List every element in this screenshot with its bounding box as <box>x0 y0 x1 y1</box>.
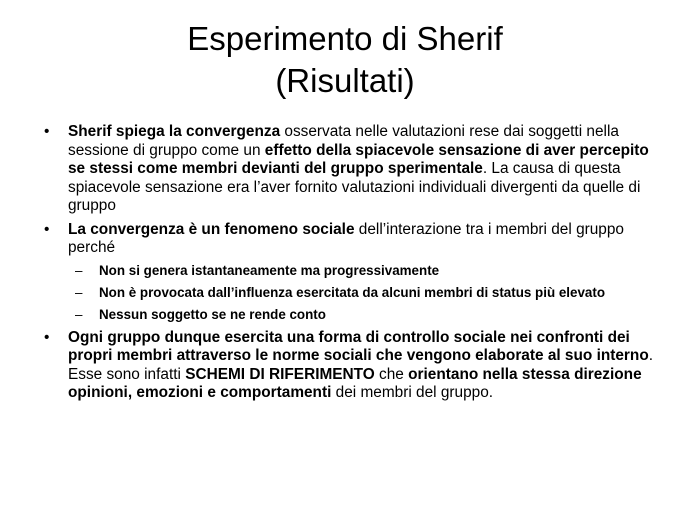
sub-list <box>44 263 664 323</box>
bullet-marker: • <box>44 123 50 140</box>
bullet-item <box>44 329 664 403</box>
slide-body <box>44 123 664 408</box>
bullet-1-seg-2: effetto della spiacevole sensazione di aver percepito se stessi come membri devianti del gruppo sperimentale <box>68 141 649 177</box>
bullet-3-seg-2: SCHEMI DI RIFERIMENTO <box>185 365 375 383</box>
bullet-1-seg-0: Sherif spiega la convergenza <box>68 123 281 140</box>
bullet-1-seg-3: . La causa di questa spiacevole sensazione era l’aver fornito valutazioni individuali divergenti da quelle di gruppo <box>68 160 641 214</box>
slide-title-line1: Esperimento di Sherif <box>187 20 503 57</box>
sub-item-text: Non si genera istantaneamente ma progressivamente <box>99 262 440 278</box>
bullet-marker: • <box>44 328 50 346</box>
dash-marker: – <box>75 306 83 322</box>
sub-item <box>44 307 664 323</box>
bullet-1-seg-1: osservata nelle valutazioni rese dai soggetti nella sessione di gruppo come un <box>68 123 619 159</box>
sub-item-text: Nessun soggetto se ne rende conto <box>99 306 326 322</box>
dash-marker: – <box>75 284 83 300</box>
sub-item <box>44 263 664 279</box>
dash-marker: – <box>75 262 83 278</box>
bullet-2-seg-1: dell’interazione tra i membri del gruppo perché <box>68 220 624 256</box>
sub-item <box>44 285 664 301</box>
bullet-item <box>44 221 664 258</box>
sub-item-text: Non è provocata dall’influenza esercitata da alcuni membri di status più elevato <box>99 284 606 300</box>
bullet-3-seg-5: dei membri del gruppo. <box>331 384 494 401</box>
bullet-marker: • <box>44 220 50 238</box>
bullet-2-seg-0: La convergenza è un fenomeno sociale <box>68 220 355 238</box>
bullet-item <box>44 123 664 216</box>
slide-title-line2: (Risultati) <box>275 62 415 99</box>
bullet-3-seg-0: Ogni gruppo dunque esercita una forma di controllo sociale nei confronti dei propri membri attraverso le norme sociali che vengono elaborate al suo interno <box>68 328 649 364</box>
bullet-3-seg-3: che <box>374 365 409 383</box>
bullet-3-seg-4: orientano nella stessa direzione opinioni, emozioni e comportamenti <box>68 365 642 401</box>
slide-title <box>0 18 690 102</box>
bullet-3-seg-1: . Esse sono infatti <box>68 347 654 383</box>
